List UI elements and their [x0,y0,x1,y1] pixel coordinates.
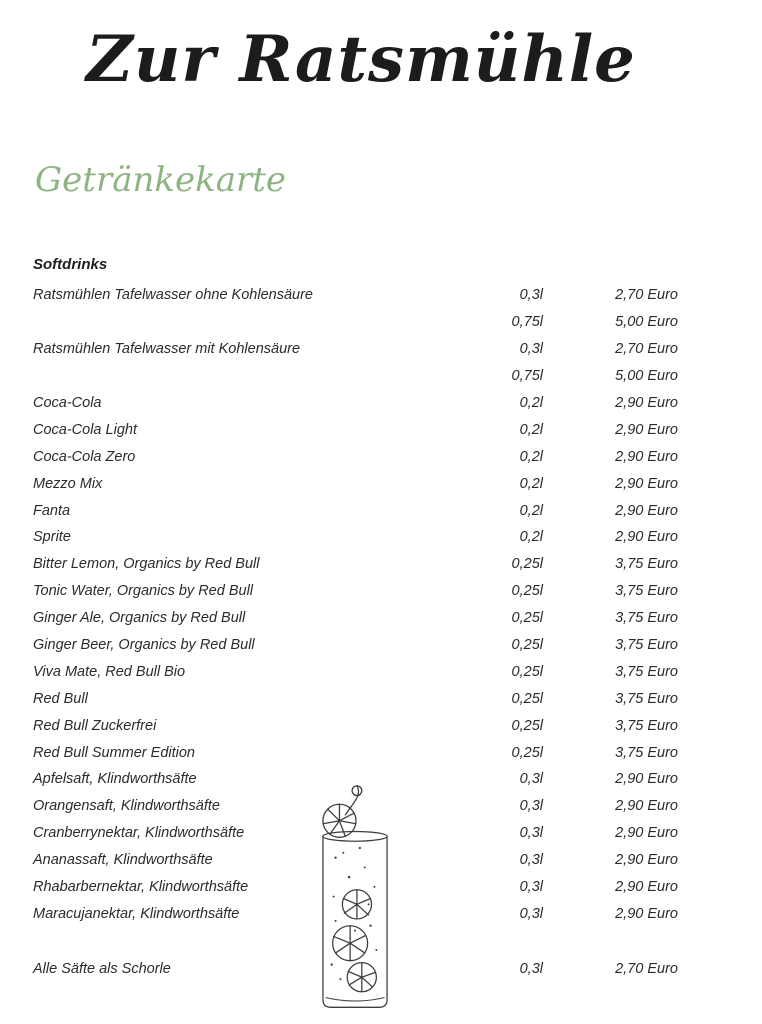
menu-item-size: 0,3l [519,798,543,815]
menu-row [33,390,678,417]
menu-row [33,309,678,336]
menu-row [33,524,678,551]
menu-row [33,497,678,524]
menu-item-name: Apfelsaft, Klindworthsäfte [33,771,197,788]
menu-item-price: 2,90 Euro [615,798,678,815]
menu-item-price: 2,90 Euro [615,905,678,922]
menu-item-name: Rhabarbernektar, Klindworthsäfte [33,879,249,896]
menu-row [33,739,678,766]
menu-item-name: Red Bull Summer Edition [33,744,195,761]
menu-item-name: Sprite [33,529,71,546]
menu-item-price: 3,75 Euro [615,690,678,707]
menu-item-size: 0,3l [519,771,543,788]
menu-row [33,712,678,739]
section-title-softdrinks: Softdrinks [33,256,108,273]
menu-row [33,336,678,363]
menu-item-price: 3,75 Euro [615,663,678,680]
menu-item-price: 2,90 Euro [615,529,678,546]
menu-item-price: 2,70 Euro [615,960,678,977]
menu-row [33,551,678,578]
menu-item-size: 0,3l [519,825,543,842]
menu-item-size: 0,2l [519,395,543,411]
menu-item-name: Mezzo Mix [33,475,103,492]
menu-item-size: 0,25l [511,744,543,761]
menu-item-price: 3,75 Euro [615,583,678,600]
menu-item-name: Coca-Cola Zero [33,448,136,465]
menu-item-size: 0,3l [519,905,543,922]
menu-item-name: Coca-Cola [33,395,102,411]
menu-item-size: 0,25l [511,556,543,573]
menu-item-price: 2,70 Euro [615,287,678,304]
menu-item-name: Alle Säfte als Schorle [33,960,171,977]
menu-item-price: 2,90 Euro [615,421,678,438]
menu-row [33,363,678,390]
menu-item-price: 3,75 Euro [615,556,678,573]
menu-row [33,578,678,605]
menu-item-price: 3,75 Euro [615,717,678,734]
menu-item-size: 0,2l [519,529,543,546]
menu-item-size: 0,75l [511,314,543,331]
menu-item-name: Red Bull [33,690,88,707]
menu-row [33,605,678,632]
menu-item-name: Orangensaft, Klindworthsäfte [33,798,220,815]
menu-item-price: 2,90 Euro [615,448,678,465]
menu-item-price: 3,75 Euro [615,744,678,761]
restaurant-title: Zur Ratsmühle [86,22,636,97]
menu-item-size: 0,2l [519,475,543,492]
menu-item-price: 2,90 Euro [615,825,678,842]
menu-item-size: 0,25l [511,690,543,707]
menu-item-size: 0,2l [519,448,543,465]
menu-item-size: 0,3l [519,852,543,869]
menu-item-price: 2,90 Euro [615,395,678,411]
menu-item-name: Maracujanektar, Klindworthsäfte [33,905,240,922]
menu-item-size: 0,25l [511,717,543,734]
menu-item-size: 0,25l [511,637,543,654]
menu-row [33,282,678,309]
menu-item-size: 0,2l [519,421,543,438]
menu-item-name: Bitter Lemon, Organics by Red Bull [33,556,260,573]
menu-row [33,632,678,659]
menu-row [33,416,678,443]
menu-item-name: Fanta [33,502,71,519]
menu-item-size: 0,75l [511,368,543,385]
drink-glass-illustration [305,780,405,1018]
menu-item-size: 0,3l [519,341,543,358]
menu-row [33,658,678,685]
menu-row [33,470,678,497]
menu-item-name: Ananassaft, Klindworthsäfte [33,852,213,869]
menu-item-price: 2,90 Euro [615,879,678,896]
menu-item-size: 0,25l [511,610,543,627]
menu-row [33,685,678,712]
menu-item-size: 0,25l [511,583,543,600]
menu-item-name: Coca-Cola Light [33,421,137,438]
menu-item-price: 5,00 Euro [615,314,678,331]
menu-item-name: Viva Mate, Red Bull Bio [33,663,186,680]
menu-item-price: 2,90 Euro [615,771,678,788]
menu-item-name: Ginger Ale, Organics by Red Bull [33,610,246,627]
menu-subtitle: Getränkekarte [35,160,286,200]
menu-item-size: 0,3l [519,960,543,977]
menu-item-name: Ratsmühlen Tafelwasser mit Kohlensäure [33,341,301,358]
menu-item-name: Tonic Water, Organics by Red Bull [33,583,254,600]
menu-item-size: 0,2l [519,502,543,519]
menu-item-size: 0,25l [511,663,543,680]
menu-item-size: 0,3l [519,287,543,304]
highball-glass-icon [305,780,405,1018]
menu-row [33,443,678,470]
menu-item-price: 5,00 Euro [615,368,678,385]
menu-item-name: Ginger Beer, Organics by Red Bull [33,637,255,654]
menu-item-price: 3,75 Euro [615,610,678,627]
menu-item-price: 2,90 Euro [615,852,678,869]
menu-item-name: Red Bull Zuckerfrei [33,717,157,734]
menu-item-price: 2,90 Euro [615,475,678,492]
menu-item-price: 2,90 Euro [615,502,678,519]
menu-item-name: Cranberrynektar, Klindworthsäfte [33,825,245,842]
menu-item-price: 3,75 Euro [615,637,678,654]
menu-item-price: 2,70 Euro [615,341,678,358]
menu-item-name: Ratsmühlen Tafelwasser ohne Kohlensäure [33,287,313,304]
menu-item-size: 0,3l [519,879,543,896]
